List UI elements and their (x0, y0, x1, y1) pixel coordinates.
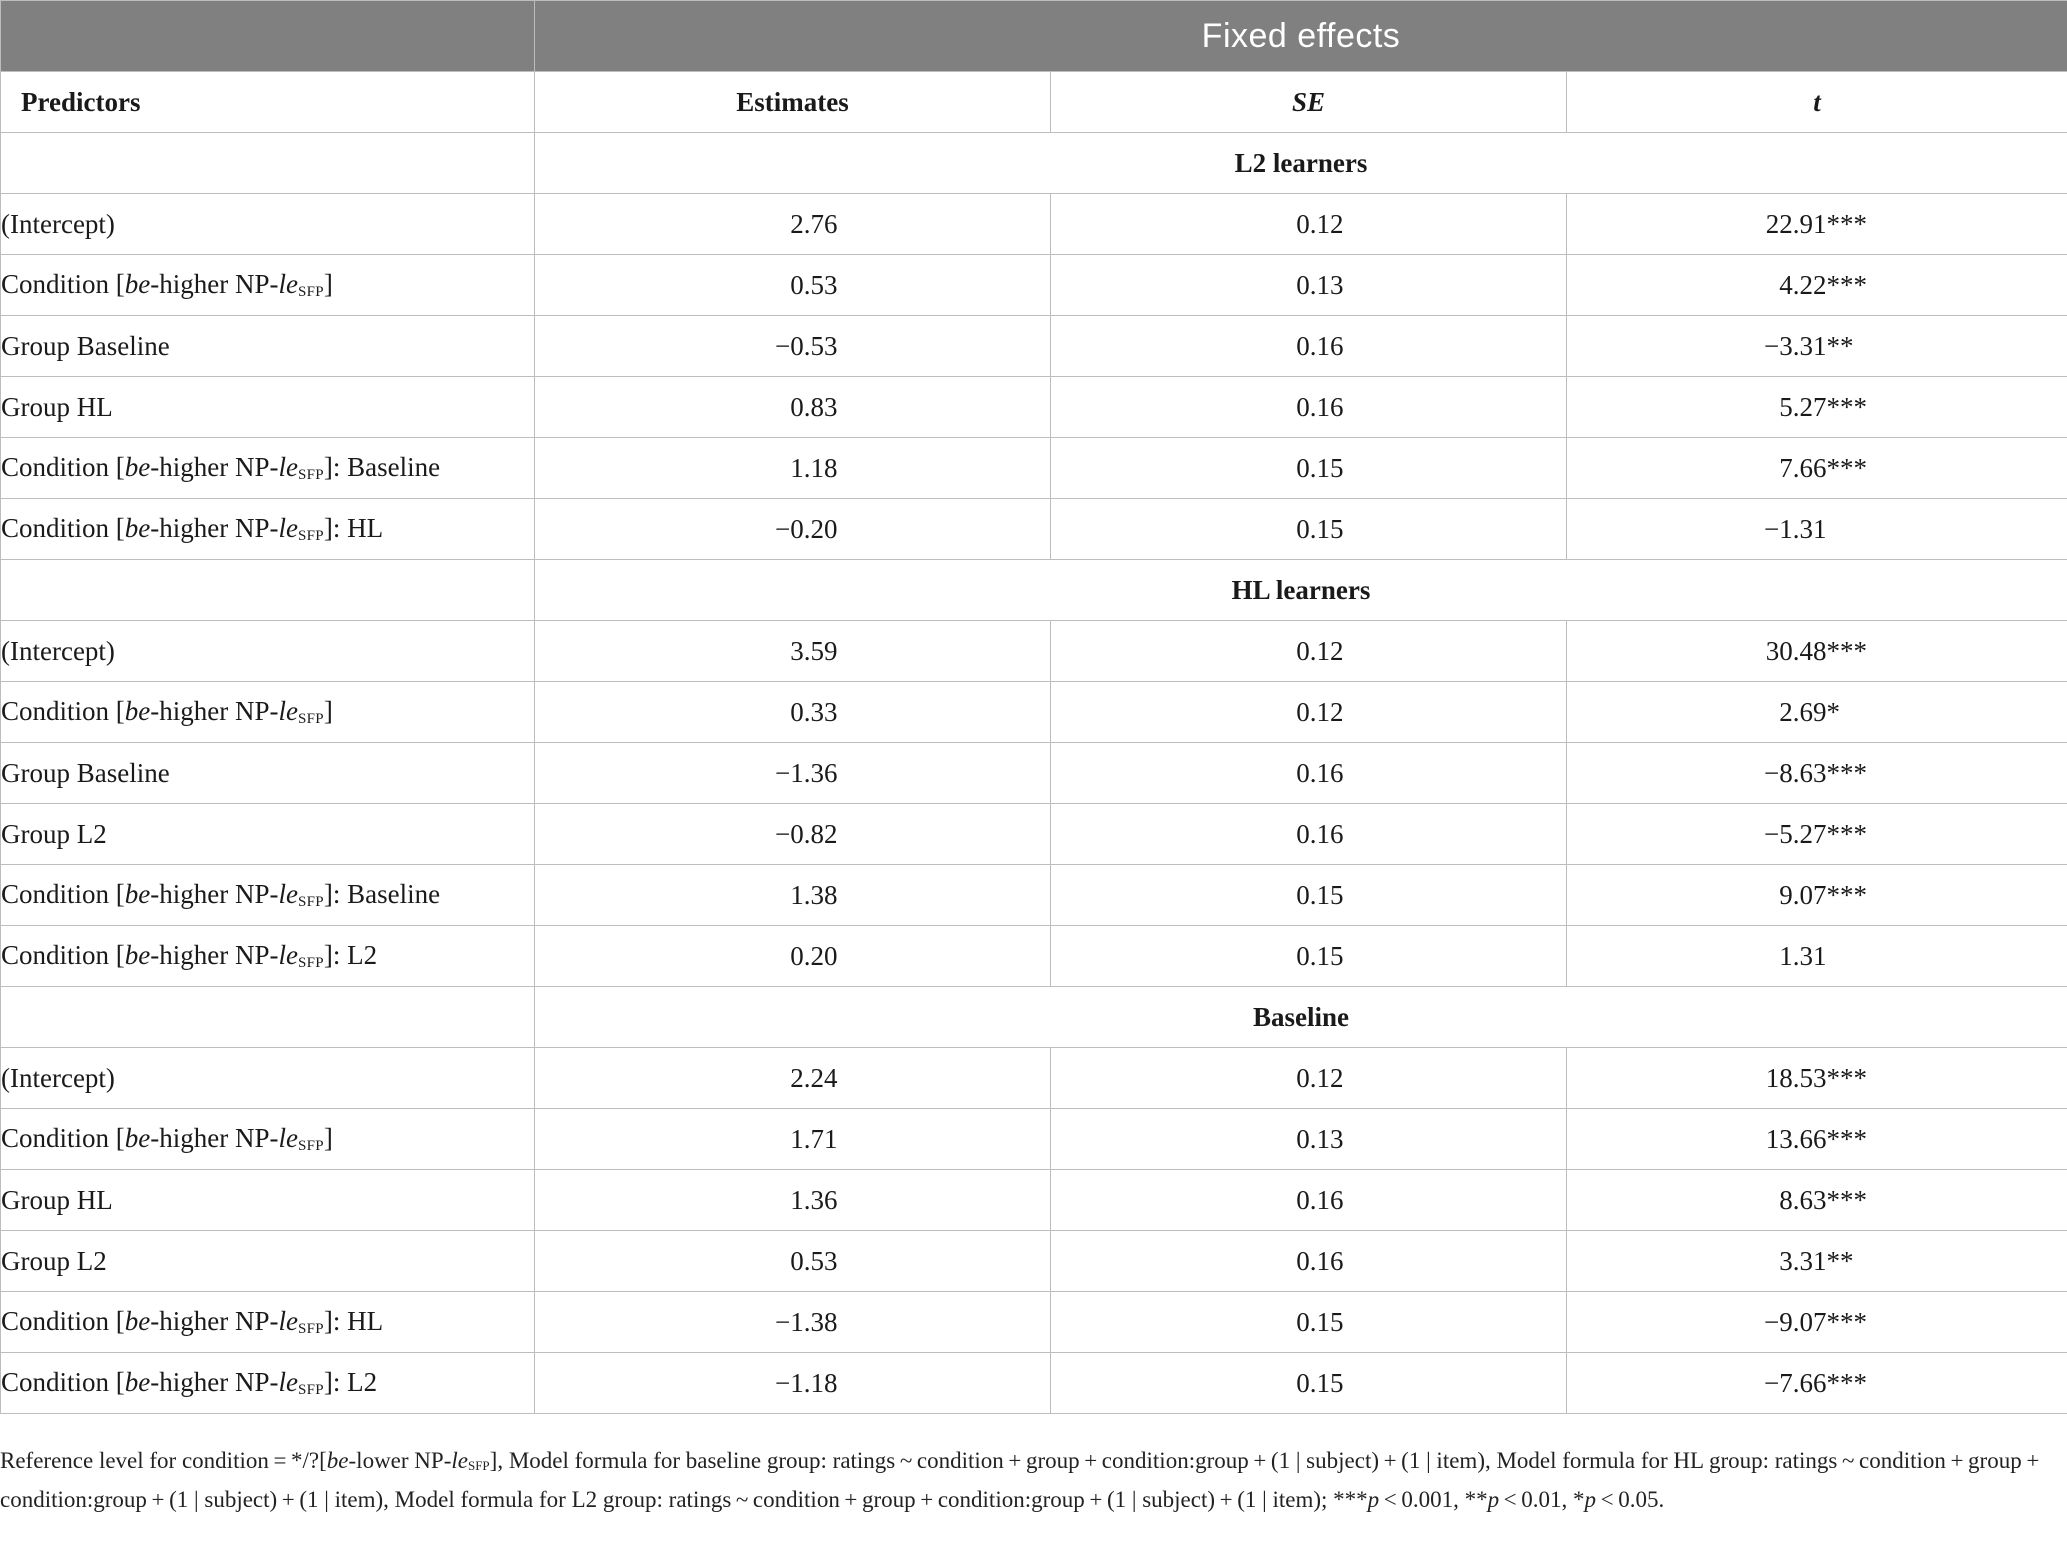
significance-stars: *** (1826, 1062, 1867, 1093)
predictor-text: (Intercept) (1, 1062, 115, 1093)
predictor-italic: le (278, 696, 298, 726)
predictor-italic: be (124, 1123, 151, 1153)
footnote-italic: p (1367, 1487, 1380, 1512)
predictor-subscript: SFP (297, 711, 324, 727)
estimate-cell (535, 255, 1051, 316)
significance-stars: ** (1826, 330, 1854, 361)
predictor-text: ]: Baseline (323, 879, 441, 909)
se-cell (1051, 1353, 1567, 1414)
predictor-cell (1, 865, 535, 926)
predictor-italic: le (278, 269, 298, 299)
se-cell (1051, 499, 1567, 560)
predictor-italic: le (278, 940, 298, 970)
predictor-cell (1, 804, 535, 865)
se-value: 0.16 (1296, 330, 1344, 361)
estimate-value: −1.18 (775, 1367, 838, 1398)
footnote-subscript: SFP (467, 1458, 490, 1473)
estimate-value: −0.53 (775, 330, 838, 361)
estimate-value: 0.53 (790, 269, 838, 300)
t-value: 8.63 (1779, 1184, 1827, 1215)
estimate-cell (535, 1231, 1051, 1292)
t-value: 18.53 (1765, 1062, 1827, 1093)
table-row (1, 255, 2067, 316)
estimate-cell (535, 621, 1051, 682)
column-header-row (1, 72, 2067, 133)
estimate-cell (535, 499, 1051, 560)
t-value: −5.27 (1764, 818, 1827, 849)
predictor-text: Group Baseline (1, 330, 170, 361)
estimate-cell (535, 1353, 1051, 1414)
se-cell (1051, 316, 1567, 377)
t-cell (1567, 438, 2067, 499)
t-cell (1567, 926, 2067, 987)
table-row (1, 743, 2067, 804)
se-value: 0.15 (1296, 1306, 1344, 1337)
footnote-italic: le (451, 1448, 468, 1473)
banner-row (1, 1, 2067, 72)
t-cell (1567, 743, 2067, 804)
estimate-cell (535, 194, 1051, 255)
estimate-cell (535, 1170, 1051, 1231)
t-value: −3.31 (1764, 330, 1827, 361)
header-estimates: Estimates (535, 72, 1051, 133)
significance-stars: ** (1826, 1245, 1854, 1276)
t-cell (1567, 1109, 2067, 1170)
estimate-value: 3.59 (790, 635, 838, 666)
predictor-cell (1, 743, 535, 804)
estimate-value: 2.24 (790, 1062, 838, 1093)
estimate-value: 1.71 (790, 1123, 838, 1154)
predictor-italic: le (278, 1306, 298, 1336)
footnote-italic: p (1487, 1487, 1500, 1512)
significance-stars: *** (1826, 269, 1867, 300)
predictor-italic: be (124, 940, 151, 970)
section-title: HL learners (535, 560, 2067, 621)
se-cell (1051, 1170, 1567, 1231)
significance-stars: *** (1826, 818, 1867, 849)
predictor-text: Condition [ (1, 879, 125, 909)
estimate-cell (535, 865, 1051, 926)
predictor-text: -higher NP- (150, 269, 279, 299)
se-value: 0.15 (1296, 879, 1344, 910)
predictor-cell (1, 621, 535, 682)
predictor-text: -higher NP- (150, 513, 279, 543)
predictor-text: Condition [ (1, 696, 125, 726)
estimate-cell (535, 1292, 1051, 1353)
section-empty-cell (1, 560, 535, 621)
t-value: 2.69 (1779, 696, 1827, 727)
predictor-text: ] (323, 1123, 333, 1153)
predictor-cell (1, 1048, 535, 1109)
banner-empty-cell (1, 1, 535, 72)
table-row (1, 1109, 2067, 1170)
header-predictors: Predictors (1, 72, 535, 133)
footnote-italic: be (326, 1448, 349, 1473)
estimate-cell (535, 377, 1051, 438)
se-cell (1051, 1048, 1567, 1109)
t-value: 22.91 (1765, 208, 1827, 239)
se-cell (1051, 1109, 1567, 1170)
estimate-cell (535, 926, 1051, 987)
banner-title: Fixed effects (535, 1, 2067, 72)
table-row (1, 1231, 2067, 1292)
table-row (1, 377, 2067, 438)
predictor-text: -higher NP- (150, 1123, 279, 1153)
predictor-text: Condition [ (1, 513, 125, 543)
table-row (1, 621, 2067, 682)
t-cell (1567, 316, 2067, 377)
predictor-text: ] (323, 269, 333, 299)
significance-stars: *** (1826, 1367, 1867, 1398)
t-cell (1567, 1292, 2067, 1353)
se-cell (1051, 621, 1567, 682)
predictor-text: ]: L2 (323, 1367, 378, 1397)
t-value: −1.31 (1764, 513, 1827, 544)
t-value: −8.63 (1764, 757, 1827, 788)
predictor-subscript: SFP (297, 467, 324, 483)
predictor-text: Condition [ (1, 452, 125, 482)
estimate-value: −1.36 (775, 757, 838, 788)
se-value: 0.15 (1296, 940, 1344, 971)
table-row (1, 926, 2067, 987)
table-row (1, 804, 2067, 865)
se-value: 0.16 (1296, 818, 1344, 849)
predictor-cell (1, 926, 535, 987)
predictor-cell (1, 194, 535, 255)
se-cell (1051, 377, 1567, 438)
se-value: 0.12 (1296, 635, 1344, 666)
section-empty-cell (1, 987, 535, 1048)
table-row (1, 438, 2067, 499)
predictor-text: Group L2 (1, 818, 107, 849)
predictor-italic: be (124, 1306, 151, 1336)
estimate-value: −0.82 (775, 818, 838, 849)
predictor-text: Group L2 (1, 1245, 107, 1276)
estimate-value: 0.83 (790, 391, 838, 422)
predictor-text: Group HL (1, 391, 113, 422)
t-cell (1567, 682, 2067, 743)
predictor-text: ]: Baseline (323, 452, 441, 482)
se-cell (1051, 926, 1567, 987)
table-row (1, 682, 2067, 743)
table-row (1, 1048, 2067, 1109)
se-cell (1051, 194, 1567, 255)
t-value: 9.07 (1779, 879, 1827, 910)
predictor-cell (1, 438, 535, 499)
predictor-text: ]: HL (323, 1306, 384, 1336)
predictor-italic: le (278, 1367, 298, 1397)
se-cell (1051, 865, 1567, 926)
t-cell (1567, 804, 2067, 865)
se-value: 0.15 (1296, 1367, 1344, 1398)
t-cell (1567, 1170, 2067, 1231)
predictor-cell (1, 499, 535, 560)
significance-stars: *** (1826, 1306, 1867, 1337)
predictor-cell (1, 1170, 535, 1231)
section-empty-cell (1, 133, 535, 194)
predictor-subscript: SFP (297, 1321, 324, 1337)
table-row (1, 1170, 2067, 1231)
estimate-value: 0.33 (790, 696, 838, 727)
estimate-cell (535, 743, 1051, 804)
significance-stars: *** (1826, 1184, 1867, 1215)
estimate-value: −1.38 (775, 1306, 838, 1337)
predictor-italic: be (124, 879, 151, 909)
predictor-text: -higher NP- (150, 1367, 279, 1397)
footnote-text: < 0.01, * (1499, 1487, 1585, 1512)
predictor-cell (1, 255, 535, 316)
predictor-cell (1, 1292, 535, 1353)
estimate-cell (535, 804, 1051, 865)
se-cell (1051, 1231, 1567, 1292)
footnote-text: < 0.001, ** (1379, 1487, 1488, 1512)
predictor-text: -higher NP- (150, 452, 279, 482)
predictor-text: Group Baseline (1, 757, 170, 788)
predictor-subscript: SFP (297, 955, 324, 971)
table-row (1, 499, 2067, 560)
predictor-italic: le (278, 1123, 298, 1153)
section-title: L2 learners (535, 133, 2067, 194)
significance-stars: *** (1826, 1123, 1867, 1154)
t-value: 7.66 (1779, 452, 1827, 483)
t-value: 1.31 (1779, 940, 1827, 971)
predictor-cell (1, 1231, 535, 1292)
t-cell (1567, 255, 2067, 316)
predictor-italic: be (124, 513, 151, 543)
predictor-italic: le (278, 513, 298, 543)
se-value: 0.16 (1296, 391, 1344, 422)
footnote-text: Reference level for condition = */?[ (0, 1448, 327, 1473)
section-title: Baseline (535, 987, 2067, 1048)
predictor-text: Condition [ (1, 1306, 125, 1336)
significance-stars: *** (1826, 757, 1867, 788)
predictor-text: ]: L2 (323, 940, 378, 970)
section-header-row (1, 133, 2067, 194)
predictor-italic: be (124, 1367, 151, 1397)
estimate-cell (535, 682, 1051, 743)
predictor-italic: le (278, 879, 298, 909)
predictor-italic: be (124, 696, 151, 726)
t-value: 13.66 (1765, 1123, 1827, 1154)
significance-stars: *** (1826, 391, 1867, 422)
significance-stars: *** (1826, 452, 1867, 483)
t-cell (1567, 194, 2067, 255)
footnote-italic: p (1584, 1487, 1597, 1512)
table-body (1, 133, 2067, 1414)
section-header-row (1, 560, 2067, 621)
se-value: 0.13 (1296, 269, 1344, 300)
header-se: SE (1051, 72, 1567, 133)
table-footnote (0, 1444, 2050, 1517)
t-cell (1567, 1048, 2067, 1109)
estimate-value: 0.53 (790, 1245, 838, 1276)
se-value: 0.12 (1296, 696, 1344, 727)
table-row (1, 194, 2067, 255)
se-value: 0.13 (1296, 1123, 1344, 1154)
t-value: 5.27 (1779, 391, 1827, 422)
se-value: 0.16 (1296, 757, 1344, 788)
predictor-text: Condition [ (1, 269, 125, 299)
significance-stars: * (1826, 696, 1840, 727)
estimate-cell (535, 438, 1051, 499)
table-row (1, 1353, 2067, 1414)
predictor-text: Condition [ (1, 1123, 125, 1153)
se-value: 0.15 (1296, 513, 1344, 544)
estimate-value: 1.18 (790, 452, 838, 483)
se-cell (1051, 438, 1567, 499)
t-value: −7.66 (1764, 1367, 1827, 1398)
predictor-italic: le (278, 452, 298, 482)
t-cell (1567, 621, 2067, 682)
t-value: −9.07 (1764, 1306, 1827, 1337)
t-value: 4.22 (1779, 269, 1827, 300)
footnote-text: < 0.05. (1596, 1487, 1665, 1512)
predictor-text: Condition [ (1, 1367, 125, 1397)
estimate-value: 0.20 (790, 940, 838, 971)
footnote-text: ], Model formula for baseline group: ratings ~ condition + group + condition:group + (1 | subject) + (1 | item), Model formula for HL group: ratings ~ condition + group + condition:group + (1 | subject) + (1 | item), Model formula for L2 group: ratings ~ condition + group + condition:group + (1 | subject) + (1 | item); *** (0, 1448, 2044, 1512)
estimate-cell (535, 1109, 1051, 1170)
se-cell (1051, 255, 1567, 316)
estimate-value: 2.76 (790, 208, 838, 239)
se-cell (1051, 1292, 1567, 1353)
predictor-text: -higher NP- (150, 1306, 279, 1336)
table-row (1, 316, 2067, 377)
t-cell (1567, 377, 2067, 438)
estimate-value: 1.38 (790, 879, 838, 910)
se-cell (1051, 682, 1567, 743)
predictor-subscript: SFP (297, 894, 324, 910)
predictor-text: (Intercept) (1, 208, 115, 239)
predictor-text: -higher NP- (150, 879, 279, 909)
predictor-cell (1, 682, 535, 743)
table-row (1, 865, 2067, 926)
predictor-text: Condition [ (1, 940, 125, 970)
t-value: 3.31 (1779, 1245, 1827, 1276)
predictor-italic: be (124, 452, 151, 482)
t-cell (1567, 499, 2067, 560)
predictor-text: ]: HL (323, 513, 384, 543)
se-value: 0.16 (1296, 1245, 1344, 1276)
table-row (1, 1292, 2067, 1353)
predictor-italic: be (124, 269, 151, 299)
header-t: t (1567, 72, 2067, 133)
se-value: 0.16 (1296, 1184, 1344, 1215)
se-cell (1051, 743, 1567, 804)
predictor-subscript: SFP (297, 528, 324, 544)
t-value: 30.48 (1765, 635, 1827, 666)
predictor-subscript: SFP (297, 284, 324, 300)
significance-stars: *** (1826, 879, 1867, 910)
predictor-cell (1, 377, 535, 438)
predictor-text: -higher NP- (150, 696, 279, 726)
t-cell (1567, 865, 2067, 926)
t-cell (1567, 1231, 2067, 1292)
predictor-subscript: SFP (297, 1138, 324, 1154)
se-cell (1051, 804, 1567, 865)
predictor-cell (1, 316, 535, 377)
significance-stars: *** (1826, 208, 1867, 239)
estimate-value: −0.20 (775, 513, 838, 544)
predictor-text: ] (323, 696, 333, 726)
se-value: 0.15 (1296, 452, 1344, 483)
se-value: 0.12 (1296, 208, 1344, 239)
predictor-text: (Intercept) (1, 635, 115, 666)
predictor-text: -higher NP- (150, 940, 279, 970)
estimate-cell (535, 316, 1051, 377)
predictor-cell (1, 1353, 535, 1414)
footnote-text: -lower NP- (348, 1448, 452, 1473)
significance-stars: *** (1826, 635, 1867, 666)
predictor-cell (1, 1109, 535, 1170)
predictor-subscript: SFP (297, 1382, 324, 1398)
estimate-cell (535, 1048, 1051, 1109)
estimate-value: 1.36 (790, 1184, 838, 1215)
predictor-text: Group HL (1, 1184, 113, 1215)
t-cell (1567, 1353, 2067, 1414)
se-value: 0.12 (1296, 1062, 1344, 1093)
section-header-row (1, 987, 2067, 1048)
